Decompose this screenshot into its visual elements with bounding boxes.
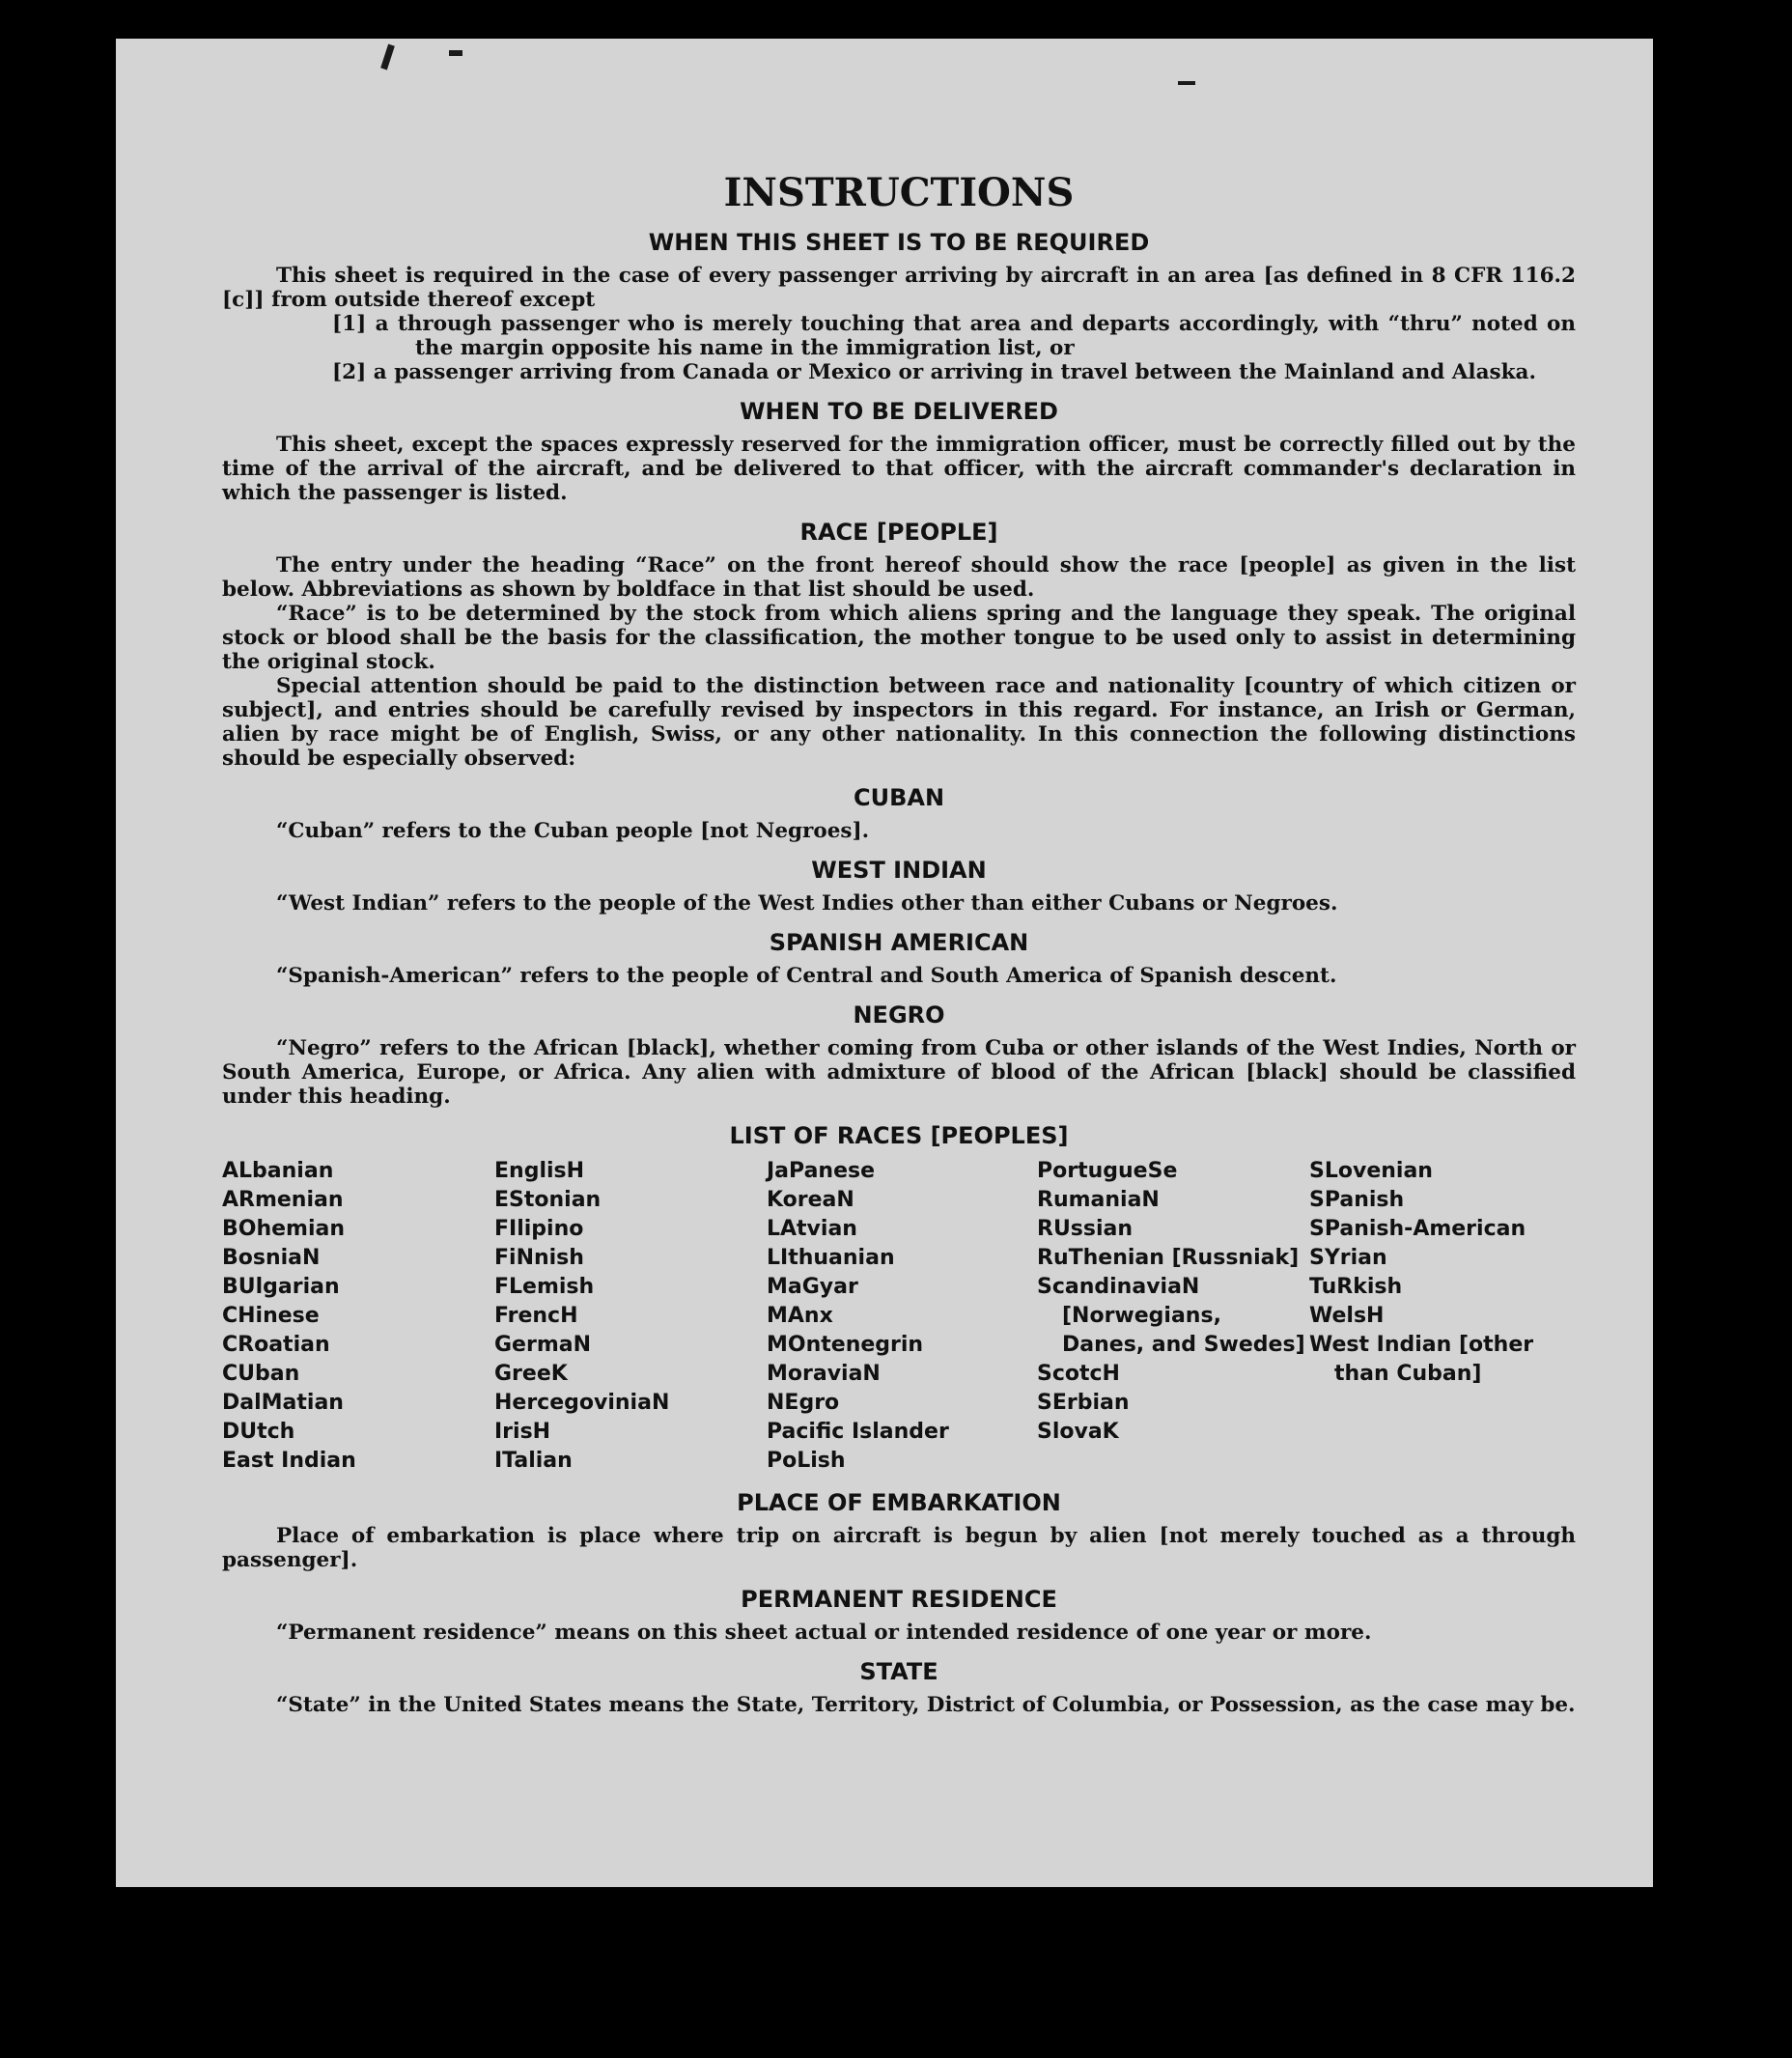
race-item: CUban [222, 1362, 300, 1386]
negro-text: “Negro” refers to the African [black], whether coming from Cuba or other islands of the West Indies, North or South America, Europe, or Africa. Any alien with admixture of blood of the African [black] should be classified under this heading. [222, 1036, 1576, 1109]
west-indian-heading: WEST INDIAN [811, 857, 987, 884]
race-item: SPanish [1309, 1188, 1405, 1212]
race-item: HercegoviniaN [494, 1391, 670, 1415]
race-item: CHinese [222, 1304, 320, 1328]
race-item: TuRkish [1309, 1275, 1403, 1299]
race-item: FIlipino [494, 1217, 584, 1241]
race-item: BosniaN [222, 1246, 321, 1270]
race-item: ARmenian [222, 1188, 344, 1212]
race-item: DalMatian [222, 1391, 344, 1415]
race-item: East Indian [222, 1449, 356, 1473]
race-item: LIthuanian [767, 1246, 895, 1270]
race-item: FrencH [494, 1304, 578, 1328]
race-item: MAnx [767, 1304, 833, 1328]
race-paragraph-3: Special attention should be paid to the distinction between race and nationality [country of which citizen or subject], and entries should be carefully revised by inspectors in this regard. For instance, an Irish or German, alien by race might be of English, Swiss, or any other nationality. In this connection the following distinctions should be especially observed: [222, 674, 1576, 771]
when-required-heading: WHEN THIS SHEET IS TO BE REQUIRED [648, 229, 1150, 256]
scan-mark [380, 44, 395, 70]
race-item: GreeK [494, 1362, 568, 1386]
race-item: KoreaN [767, 1188, 854, 1212]
race-item: ITalian [494, 1449, 573, 1473]
race-column-2 [494, 1157, 767, 1476]
race-item: SErbian [1037, 1391, 1130, 1415]
when-required-intro: This sheet is required in the case of every passenger arriving by aircraft in an area [as defined in 8 CFR 116.2 [c]] from outside thereof except [222, 264, 1576, 312]
race-item: LAtvian [767, 1217, 857, 1241]
race-item: FiNnish [494, 1246, 584, 1270]
race-list [222, 1157, 1576, 1476]
race-item: ScotcH [1037, 1362, 1120, 1386]
race-item: NEgro [767, 1391, 840, 1415]
race-item: BUlgarian [222, 1275, 340, 1299]
race-item: SYrian [1309, 1246, 1387, 1270]
scan-mark [449, 50, 462, 56]
race-item: JaPanese [767, 1159, 876, 1183]
west-indian-text: “West Indian” refers to the people of the West Indies other than either Cubans or Negroes. [276, 891, 1338, 916]
race-heading: RACE [PEOPLE] [799, 519, 998, 546]
race-item: MaGyar [767, 1275, 858, 1299]
race-item: SLovenian [1309, 1159, 1433, 1183]
race-item: EnglisH [494, 1159, 585, 1183]
race-item: MoraviaN [767, 1362, 881, 1386]
race-item: MOntenegrin [767, 1333, 924, 1357]
race-item: West Indian [other than Cuban] [1309, 1333, 1534, 1386]
embarkation-text: Place of embarkation is place where trip on aircraft is begun by alien [not merely touched as a through passenger]. [222, 1524, 1576, 1572]
exception-item-2: [2] a passenger arriving from Canada or Mexico or arriving in travel between the Mainland and Alaska. [332, 360, 1536, 384]
cuban-text: “Cuban” refers to the Cuban people [not Negroes]. [276, 819, 870, 843]
race-item: FLemish [494, 1275, 595, 1299]
when-delivered-text: This sheet, except the spaces expressly reserved for the immigration officer, must be correctly filled out by the time of the arrival of the aircraft, and be delivered to that officer, with the aircraft commander's declaration in which the passenger is listed. [222, 433, 1576, 505]
race-column-1 [222, 1157, 494, 1476]
negro-heading: NEGRO [853, 1001, 945, 1029]
race-item: BOhemian [222, 1217, 346, 1241]
race-item: RumaniaN [1037, 1188, 1160, 1212]
race-paragraph-1: The entry under the heading “Race” on the front hereof should show the race [people] as given in the list below. Abbreviations as shown by boldface in that list should be used. [222, 553, 1576, 602]
scan-mark [1178, 81, 1195, 85]
race-item: PoLish [767, 1449, 846, 1473]
embarkation-heading: PLACE OF EMBARKATION [737, 1489, 1061, 1516]
race-item: GermaN [494, 1333, 592, 1357]
document-page [116, 39, 1653, 1887]
race-column-3 [767, 1157, 1037, 1476]
exception-item-1: [1] a through passenger who is merely touching that area and departs accordingly, with “thru” noted on the margin opposite his name in the immigration list, or [332, 312, 1576, 360]
when-delivered-heading: WHEN TO BE DELIVERED [740, 398, 1058, 425]
race-item: WelsH [1309, 1304, 1385, 1328]
state-heading: STATE [859, 1658, 938, 1685]
race-item: Pacific Islander [767, 1420, 949, 1444]
race-column-4 [1037, 1157, 1309, 1476]
race-item: ScandinaviaN [Norwegians, Danes, and Swedes] [1037, 1275, 1305, 1357]
race-item: EStonian [494, 1188, 602, 1212]
race-item: SPanish-American [1309, 1217, 1526, 1241]
spanish-american-text: “Spanish-American” refers to the people of Central and South America of Spanish descent. [276, 964, 1337, 988]
cuban-heading: CUBAN [853, 784, 945, 811]
race-item: IrisH [494, 1420, 551, 1444]
race-item: CRoatian [222, 1333, 330, 1357]
residence-heading: PERMANENT RESIDENCE [741, 1586, 1057, 1613]
spanish-american-heading: SPANISH AMERICAN [769, 929, 1029, 956]
race-item: RUssian [1037, 1217, 1134, 1241]
race-item: RuThenian [Russniak] [1037, 1246, 1300, 1270]
residence-text: “Permanent residence” means on this sheet actual or intended residence of one year or more. [276, 1621, 1372, 1645]
list-of-races-heading: LIST OF RACES [PEOPLES] [729, 1122, 1069, 1149]
race-column-5 [1309, 1157, 1551, 1476]
page-title: INSTRUCTIONS [723, 170, 1075, 215]
race-item: PortugueSe [1037, 1159, 1178, 1183]
state-text: “State” in the United States means the State, Territory, District of Columbia, or Possession, as the case may be. [276, 1693, 1576, 1717]
race-item: ALbanian [222, 1159, 334, 1183]
race-item: SlovaK [1037, 1420, 1119, 1444]
race-item: DUtch [222, 1420, 295, 1444]
race-paragraph-2: “Race” is to be determined by the stock from which aliens spring and the language they speak. The original stock or blood shall be the basis for the classification, the mother tongue to be used only to assist in determining the original stock. [222, 602, 1576, 674]
